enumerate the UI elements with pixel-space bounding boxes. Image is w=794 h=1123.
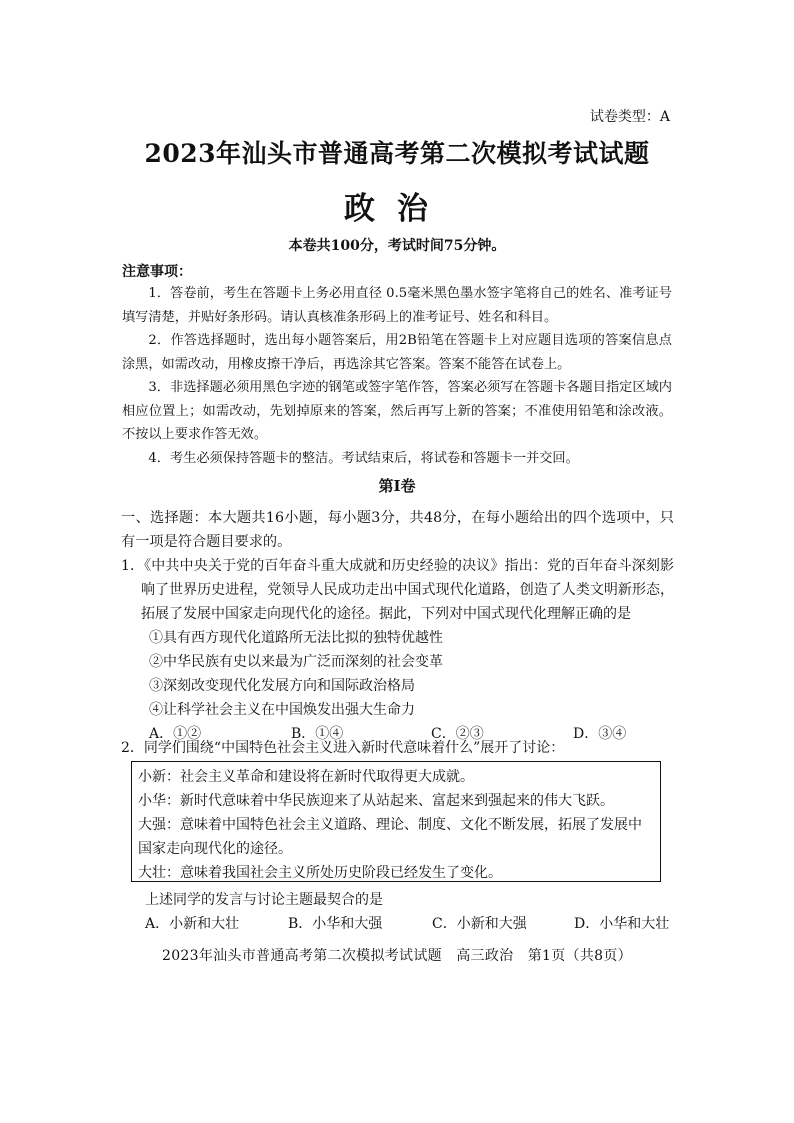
note-item: 1．答卷前，考生在答题卡上务必用直径 0.5毫米黑色墨水签字笔将自己的姓名、准考证号填写清楚，并贴好条形码。请认真核准条形码上的准考证号、姓名和科目。 [122, 286, 672, 325]
choice-d: D．③④ [573, 726, 627, 742]
quote-line: 小华：新时代意味着中华民族迎来了从站起来、富起来到强起来的伟大飞跃。 [138, 793, 614, 809]
notes-list [122, 282, 672, 470]
question-1-option: ②中华民族有史以来最为广泛而深刻的社会变革 [149, 654, 443, 670]
note-item: 4．考生必须保持答题卡的整洁。考试结束后，将试卷和答题卡一并交回。 [148, 450, 579, 466]
choice-a: A．小新和大壮 [145, 916, 240, 932]
exam-title: 2023年汕头市普通高考第二次模拟考试试题 [144, 139, 650, 168]
section-intro: 一、选择题：本大题共16小题，每小题3分，共48分，在每小题给出的四个选项中，只有一项是符合题目要求的。 [121, 510, 674, 550]
quote-line: 大强：意味着中国特色社会主义道路、理论、制度、文化不断发展，拓展了发展中国家走向现代化的途径。 [138, 817, 642, 857]
choice-b: B．小华和大强 [288, 916, 383, 932]
question-1-option: ④让科学社会主义在中国焕发出强大生命力 [149, 702, 415, 718]
choice-c: C．②③ [431, 726, 484, 742]
question-2-stem: 2．同学们围绕“中国特色社会主义进入新时代意味着什么”展开了讨论： [121, 740, 565, 756]
quote-line: 大壮：意味着我国社会主义所处历史阶段已经发生了变化。 [138, 865, 502, 881]
question-1 [121, 554, 674, 746]
notes-heading: 注意事项： [122, 264, 192, 280]
question-1-option: ③深刻改变现代化发展方向和国际政治格局 [149, 678, 415, 694]
quote-line: 小新：社会主义革命和建设将在新时代取得更大成就。 [138, 769, 474, 785]
discussion-box [131, 761, 661, 882]
question-1-stem: 1．《中共中央关于党的百年奋斗重大成就和历史经验的决议》指出：党的百年奋斗深刻影响了世界历史进程，党领导人民成功走出中国式现代化道路，创造了人类文明新形态，拓展了发展中国家走向现代化的途径。据此，下列对中国式现代化理解正确的是 [121, 558, 674, 622]
question-1-option: ①具有西方现代化道路所无法比拟的独特优越性 [149, 630, 443, 646]
choice-b: B．①④ [291, 726, 344, 742]
choice-c: C．小新和大强 [432, 916, 527, 932]
choice-d: D．小华和大壮 [574, 916, 670, 932]
question-2-choices [145, 912, 675, 936]
choice-a: A．①② [149, 726, 202, 742]
paper-type-label: 试卷类型：A [589, 109, 670, 125]
note-item: 3．非选择题必须用黑色字迹的钢笔或签字笔作答，答案必须写在答题卡各题目指定区域内相应位置上；如需改动，先划掉原来的答案，然后再写上新的答案；不准使用铅笔和涂改液。不按以上要求作答无效。 [122, 380, 672, 442]
exam-info: 本卷共100分，考试时间75分钟。 [288, 238, 506, 254]
section-title: 第Ⅰ卷 [378, 477, 416, 495]
question-2-prompt: 上述同学的发言与讨论主题最契合的是 [145, 892, 383, 908]
subject-title: 政治 [344, 191, 450, 227]
note-item: 2．作答选择题时，选出每小题答案后，用2B铅笔在答题卡上对应题目选项的答案信息点涂黑，如需改动，用橡皮擦干净后，再选涂其它答案。答案不能答在试卷上。 [122, 333, 672, 372]
page-footer: 2023年汕头市普通高考第二次模拟考试试题 高三政治 第1页（共8页） [162, 948, 632, 964]
